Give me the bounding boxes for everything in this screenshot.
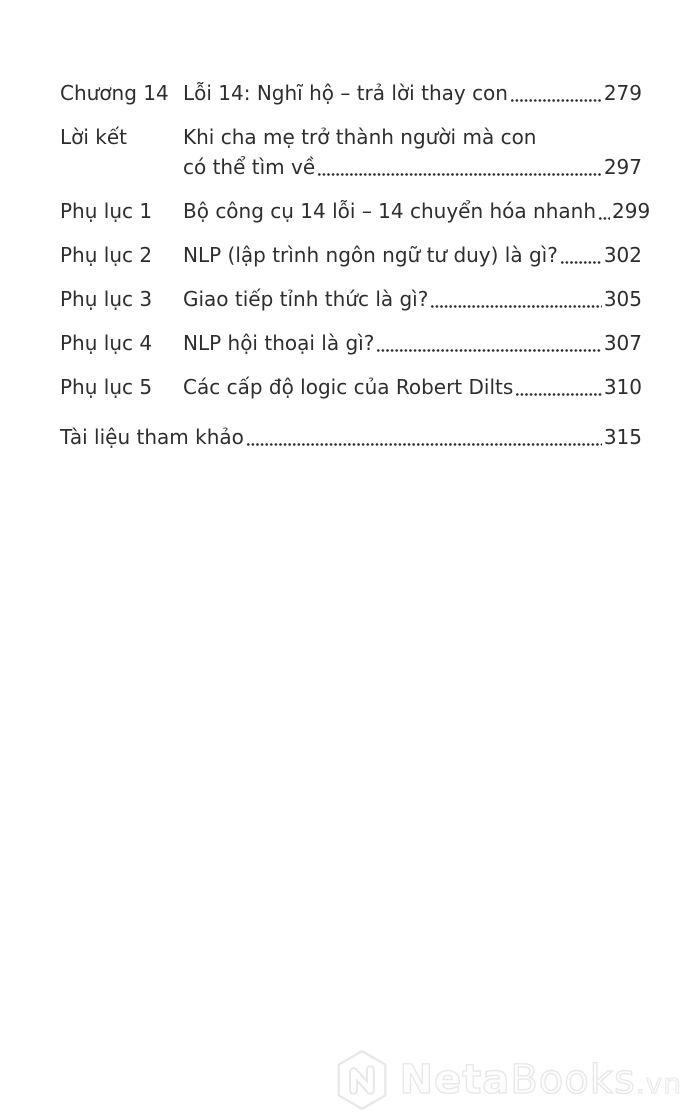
toc-entry-phu-luc-1 bbox=[60, 196, 651, 226]
wordmark-books: Books bbox=[510, 1057, 636, 1103]
toc-entry-phu-luc-5 bbox=[60, 372, 642, 402]
toc-entry-label: Phụ lục 4 bbox=[60, 331, 153, 355]
table-of-contents bbox=[60, 78, 651, 466]
toc-entry-page: 310 bbox=[603, 375, 642, 399]
toc-entry-page: 299 bbox=[612, 199, 651, 223]
toc-entry-page: 279 bbox=[603, 81, 642, 105]
toc-entry-label: Phụ lục 5 bbox=[60, 375, 153, 399]
dot-leader bbox=[430, 305, 601, 308]
toc-entry-page: 315 bbox=[603, 425, 642, 449]
netabooks-hexagon-logo-icon bbox=[334, 1048, 390, 1112]
toc-entry-title: NLP hội thoại là gì? bbox=[183, 331, 375, 355]
toc-entry-chuong-14 bbox=[60, 78, 642, 108]
toc-entry-phu-luc-4 bbox=[60, 328, 642, 358]
dot-leader bbox=[598, 217, 610, 220]
toc-entry-phu-luc-3 bbox=[60, 284, 642, 314]
toc-entry-title: Giao tiếp tỉnh thức là gì? bbox=[183, 287, 429, 311]
dot-leader bbox=[560, 261, 602, 264]
dot-leader bbox=[510, 99, 602, 102]
toc-entry-title: NLP (lập trình ngôn ngữ tư duy) là gì? bbox=[183, 243, 558, 267]
toc-entry-phu-luc-2 bbox=[60, 240, 642, 270]
wordmark-neta: Neta bbox=[399, 1057, 511, 1103]
toc-entry-loi-ket bbox=[60, 122, 642, 182]
wordmark-tld: .vn bbox=[635, 1067, 682, 1100]
toc-entry-label: Lời kết bbox=[60, 125, 128, 149]
netabooks-watermark bbox=[334, 1048, 682, 1112]
toc-entry-title: Bộ công cụ 14 lỗi – 14 chuyển hóa nhanh bbox=[183, 199, 596, 223]
dot-leader bbox=[246, 443, 602, 446]
dot-leader bbox=[515, 393, 602, 396]
toc-entry-title: Tài liệu tham khảo bbox=[60, 425, 244, 449]
toc-entry-page: 302 bbox=[603, 243, 642, 267]
toc-entry-label: Phụ lục 1 bbox=[60, 199, 153, 223]
toc-entry-page: 305 bbox=[603, 287, 642, 311]
dot-leader bbox=[376, 349, 602, 352]
toc-entry-title: Các cấp độ logic của Robert Dilts bbox=[183, 375, 514, 399]
toc-entry-label: Phụ lục 2 bbox=[60, 243, 153, 267]
toc-entry-page: 297 bbox=[603, 155, 642, 179]
toc-entry-label: Phụ lục 3 bbox=[60, 287, 153, 311]
toc-entry-title-line2: có thể tìm về bbox=[183, 155, 316, 179]
toc-entry-title-line1: Khi cha mẹ trở thành người mà con bbox=[183, 125, 537, 149]
toc-entry-label: Chương 14 bbox=[60, 81, 169, 105]
dot-leader bbox=[317, 173, 602, 176]
toc-entry-title: Lỗi 14: Nghĩ hộ – trả lời thay con bbox=[183, 81, 508, 105]
toc-entry-page: 307 bbox=[603, 331, 642, 355]
toc-entry-tai-lieu-tham-khao bbox=[60, 422, 642, 452]
netabooks-wordmark bbox=[400, 1057, 682, 1103]
